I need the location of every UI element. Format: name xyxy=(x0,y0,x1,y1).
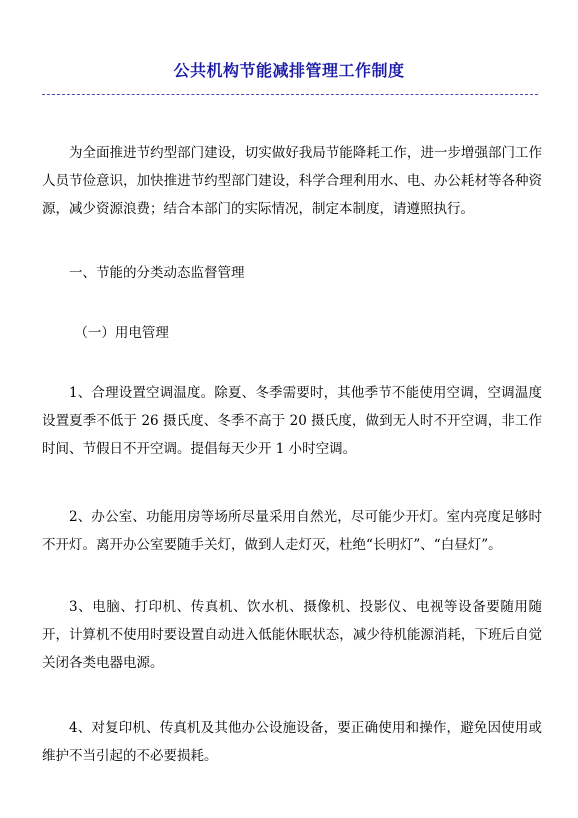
title-divider xyxy=(42,94,538,95)
list-item: 3、电脑、打印机、传真机、饮水机、摄像机、投影仪、电视等设备要随用随开，计算机不使用时要设置自动进入低能休眠状态，减少待机能源消耗，下班后自觉关闭各类电器电源。 xyxy=(42,599,542,671)
intro-paragraph: 为全面推进节约型部门建设，切实做好我局节能降耗工作，进一步增强部门工作人员节俭意识，加快推进节约型部门建设，科学合理利用水、电、办公耗材等各种资源，减少资源浪费；结合本部门的实际情况，制定本制度，请遵照执行。 xyxy=(42,145,542,217)
list-item: 1、合理设置空调温度。除夏、冬季需要时，其他季节不能使用空调，空调温度设置夏季不低于 26 摄氏度、冬季不高于 20 摄氏度，做到无人时不开空调，非工作时间、节假日不开空调。提倡每天少开 1 小时空调。 xyxy=(42,385,542,457)
section-heading-energy-supervision: 一、节能的分类动态监督管理 xyxy=(69,265,245,281)
document-title: 公共机构节能减排管理工作制度 xyxy=(173,61,405,80)
list-item: 4、对复印机、传真机及其他办公设施设备，要正确使用和操作，避免因使用或维护不当引起的不必要损耗。 xyxy=(42,720,542,764)
subsection-heading-electricity: （一）用电管理 xyxy=(74,325,169,341)
list-item: 2、办公室、功能用房等场所尽量采用自然光，尽可能少开灯。室内亮度足够时不开灯。离开办公室要随手关灯，做到人走灯灭，杜绝“长明灯”、“白昼灯”。 xyxy=(42,509,542,553)
